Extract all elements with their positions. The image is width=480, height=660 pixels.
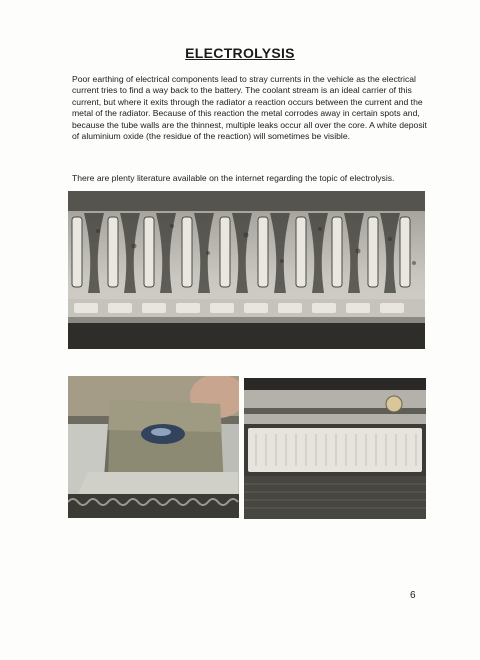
page-number: 6 [410,590,416,601]
body-paragraph-2: There are plenty literature available on the internet regarding the topic of electrolysis. [72,173,395,183]
page-title: ELECTROLYSIS [185,45,295,61]
radiator-core-corrosion-photo [68,191,425,349]
radiator-tank-white-deposit-photo [244,378,426,519]
corroded-radiator-tube-closeup-photo [68,376,239,518]
body-paragraph-1: Poor earthing of electrical components lead to stray currents in the vehicle as the electrical current tries to find a way back to the battery. The coolant stream is an ideal carrier of this current, but where it exits through the radiator a reaction occurs between the current and the metal of the radiator. Because of this reaction the metal corrodes away in certain spots and, because the tube walls are the thinnest, multiple leaks occur all over the core. A white deposit of aluminium oxide (the residue of the reaction) will sometimes be visible. [72,74,427,142]
